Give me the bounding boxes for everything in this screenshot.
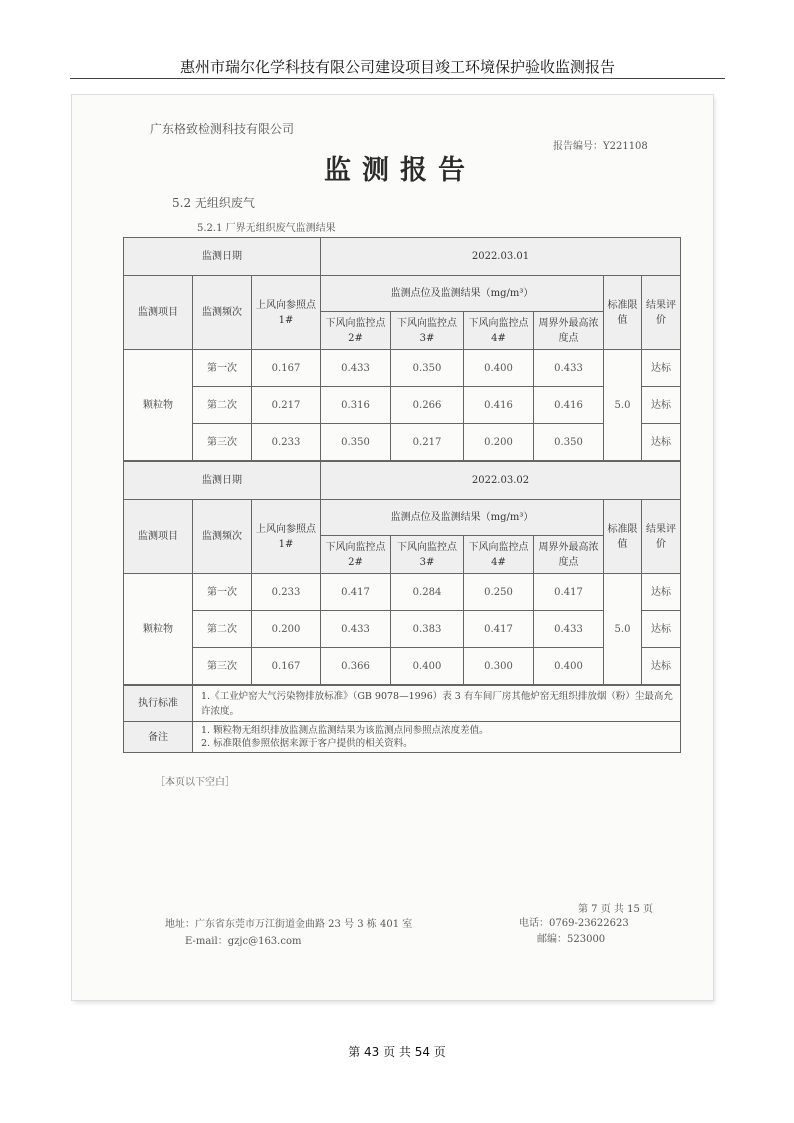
date-value: 2022.03.01 bbox=[320, 237, 681, 276]
point3-value: 0.400 bbox=[390, 647, 464, 685]
company-email: E-mail：gzjc@163.com bbox=[185, 936, 302, 947]
freq-cell: 第一次 bbox=[192, 573, 252, 611]
freq-cell: 第三次 bbox=[192, 647, 252, 685]
point4-value: 0.417 bbox=[463, 610, 534, 648]
point3-value: 0.383 bbox=[390, 610, 464, 648]
upwind-header: 上风向参照点 1# bbox=[251, 275, 321, 350]
limit-header: 标准限值 bbox=[603, 499, 642, 574]
max-value: 0.416 bbox=[533, 386, 604, 424]
upwind-value: 0.167 bbox=[251, 647, 321, 685]
point4-header: 下风向监控点 4# bbox=[463, 311, 534, 350]
eval-value: 达标 bbox=[641, 386, 681, 424]
point2-header: 下风向监控点 2# bbox=[320, 311, 391, 350]
date-label: 监测日期 bbox=[123, 461, 321, 500]
report-number: 报告编号：Y221108 bbox=[553, 141, 648, 152]
freq-header: 监测频次 bbox=[192, 275, 252, 350]
point4-value: 0.300 bbox=[463, 647, 534, 685]
points-header: 监测点位及监测结果（mg/m³） bbox=[320, 275, 604, 312]
freq-cell: 第三次 bbox=[192, 423, 252, 461]
point3-value: 0.217 bbox=[390, 423, 464, 461]
freq-cell: 第一次 bbox=[192, 349, 252, 387]
company-postcode: 邮编：523000 bbox=[537, 934, 606, 945]
section-heading: 5.2 无组织废气 bbox=[172, 196, 255, 210]
point2-value: 0.433 bbox=[320, 610, 391, 648]
eval-header: 结果评价 bbox=[641, 499, 681, 574]
remark-text bbox=[192, 721, 681, 753]
report-page-number: 第 7 页 共 15 页 bbox=[578, 904, 653, 915]
upwind-header: 上风向参照点 1# bbox=[251, 499, 321, 574]
point3-header: 下风向监控点 3# bbox=[390, 535, 464, 574]
remark-line: 1. 颗粒物无组织排放监测点监测结果为该监测点同参照点浓度差值。 bbox=[201, 725, 489, 736]
freq-cell: 第二次 bbox=[192, 386, 252, 424]
item-header: 监测项目 bbox=[123, 275, 193, 350]
eval-value: 达标 bbox=[641, 423, 681, 461]
point4-value: 0.400 bbox=[463, 349, 534, 387]
point3-value: 0.266 bbox=[390, 386, 464, 424]
point3-header: 下风向监控点 3# bbox=[390, 311, 464, 350]
point4-header: 下风向监控点 4# bbox=[463, 535, 534, 574]
item-name: 颗粒物 bbox=[123, 349, 193, 461]
point4-value: 0.250 bbox=[463, 573, 534, 611]
freq-cell: 第二次 bbox=[192, 610, 252, 648]
max-value: 0.433 bbox=[533, 349, 604, 387]
points-header: 监测点位及监测结果（mg/m³） bbox=[320, 499, 604, 536]
limit-value: 5.0 bbox=[603, 349, 642, 461]
company-address: 地址：广东省东莞市万江街道金曲路 23 号 3 栋 401 室 bbox=[165, 919, 413, 930]
upwind-value: 0.233 bbox=[251, 423, 321, 461]
header-rule bbox=[70, 78, 725, 79]
eval-value: 达标 bbox=[641, 573, 681, 611]
max-header: 周界外最高浓度点 bbox=[533, 311, 604, 350]
upwind-value: 0.167 bbox=[251, 349, 321, 387]
page-header: 惠州市瑞尔化学科技有限公司建设项目竣工环境保护验收监测报告 bbox=[179, 58, 615, 76]
eval-header: 结果评价 bbox=[641, 275, 681, 350]
point2-value: 0.433 bbox=[320, 349, 391, 387]
item-name: 颗粒物 bbox=[123, 573, 193, 685]
point4-value: 0.200 bbox=[463, 423, 534, 461]
remark-label: 备注 bbox=[123, 721, 193, 753]
limit-header: 标准限值 bbox=[603, 275, 642, 350]
company-phone: 电话：0769-23622623 bbox=[519, 918, 629, 929]
point2-value: 0.366 bbox=[320, 647, 391, 685]
date-label: 监测日期 bbox=[123, 237, 321, 276]
company-name: 广东格致检测科技有限公司 bbox=[150, 122, 295, 136]
subsection-heading: 5.2.1 厂界无组织废气监测结果 bbox=[197, 223, 336, 234]
max-value: 0.400 bbox=[533, 647, 604, 685]
remark-line: 2. 标准限值参照依据来源于客户提供的相关资料。 bbox=[201, 738, 413, 749]
upwind-value: 0.200 bbox=[251, 610, 321, 648]
max-value: 0.433 bbox=[533, 610, 604, 648]
point2-value: 0.316 bbox=[320, 386, 391, 424]
max-header: 周界外最高浓度点 bbox=[533, 535, 604, 574]
point4-value: 0.416 bbox=[463, 386, 534, 424]
standard-text: 1.《工业炉窑大气污染物排放标准》（GB 9078—1996）表 3 有车间厂房其他炉窑无组织排放烟（粉）尘最高允许浓度。 bbox=[192, 685, 681, 722]
page-footer: 第 43 页 共 54 页 bbox=[348, 1045, 446, 1059]
point3-value: 0.350 bbox=[390, 349, 464, 387]
report-title: 监测报告 bbox=[324, 155, 476, 186]
eval-value: 达标 bbox=[641, 610, 681, 648]
max-value: 0.350 bbox=[533, 423, 604, 461]
freq-header: 监测频次 bbox=[192, 499, 252, 574]
standard-label: 执行标准 bbox=[123, 685, 193, 722]
item-header: 监测项目 bbox=[123, 499, 193, 574]
point2-value: 0.350 bbox=[320, 423, 391, 461]
date-value: 2022.03.02 bbox=[320, 461, 681, 500]
upwind-value: 0.233 bbox=[251, 573, 321, 611]
eval-value: 达标 bbox=[641, 647, 681, 685]
blank-note: ［本页以下空白］ bbox=[155, 777, 235, 788]
monitoring-results-table bbox=[123, 237, 680, 752]
eval-value: 达标 bbox=[641, 349, 681, 387]
max-value: 0.417 bbox=[533, 573, 604, 611]
point2-header: 下风向监控点 2# bbox=[320, 535, 391, 574]
point2-value: 0.417 bbox=[320, 573, 391, 611]
point3-value: 0.284 bbox=[390, 573, 464, 611]
limit-value: 5.0 bbox=[603, 573, 642, 685]
upwind-value: 0.217 bbox=[251, 386, 321, 424]
